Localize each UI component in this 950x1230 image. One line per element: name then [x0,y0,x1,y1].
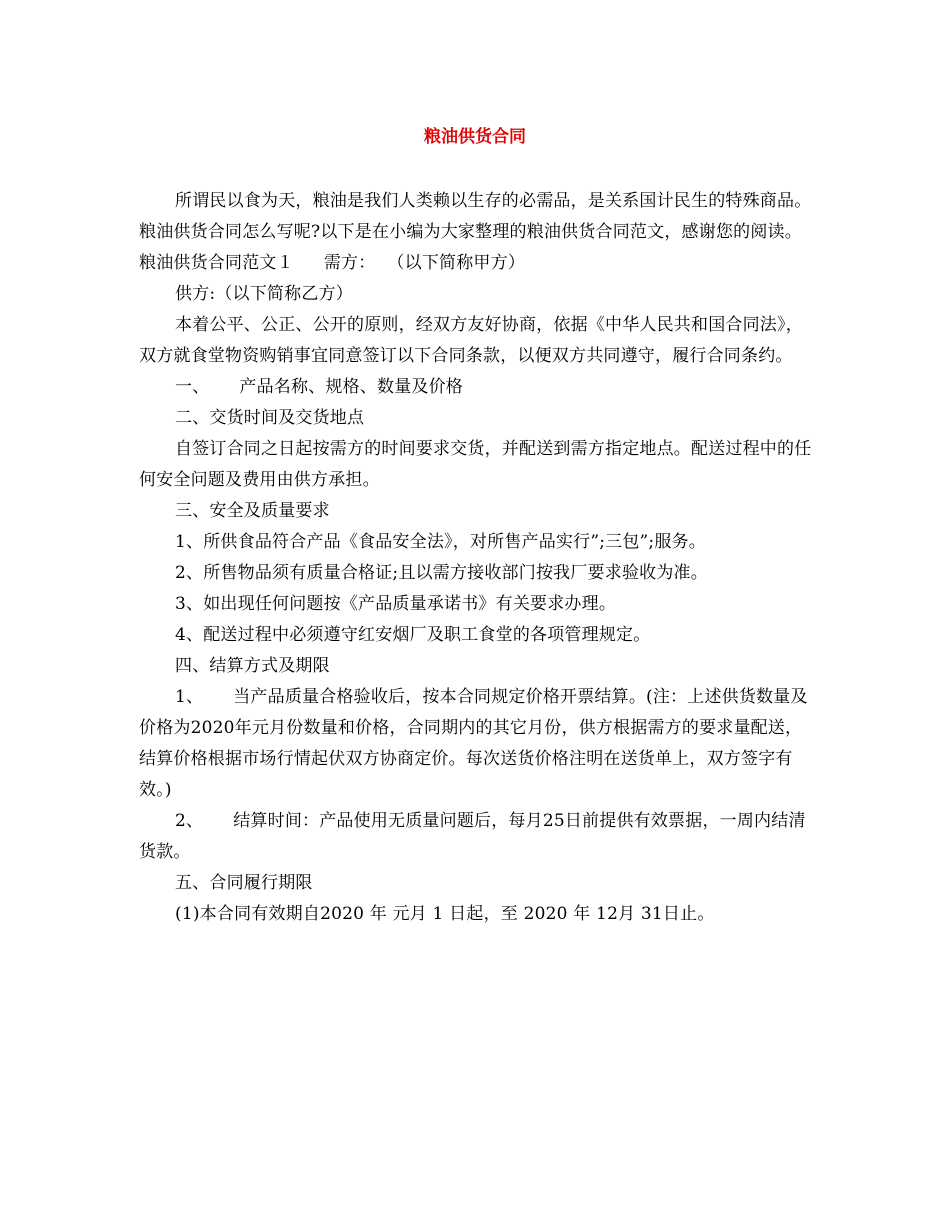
sample-heading-line [139,248,813,279]
buyer-label: 需方： [323,253,376,273]
section-3-item-3: 3、如出现任何问题按《产品质量承诺书》有关要求办理。 [175,594,617,614]
section-5-item-1: (1)本合同有效期自2020 年 元月 1 日起，至 2020 年 12月 31日止。 [175,904,715,924]
seller-line: 供方:（以下简称乙方） [175,284,353,304]
section-1-heading [139,372,813,403]
section-1-title: 产品名称、规格、数量及价格 [239,377,464,397]
intro-paragraph: 所谓民以食为天，粮油是我们人类赖以生存的必需品，是关系国计民生的特殊商品。粮油供货合同怎么写呢?以下是在小编为大家整理的粮油供货合同范文，感谢您的阅读。 [139,191,812,242]
section-5-heading: 五、合同履行期限 [175,873,313,893]
section-4-item-1-text: 当产品质量合格验收后，按本合同规定价格开票结算。(注：上述供货数量及价格为2020年元月份数量和价格，合同期内的其它月份，供方根据需方的要求量配送，结算价格根据市场行情起伏双方协商定价。每次送货价格注明在送货单上，双方签字有效。) [139,687,808,800]
document-title: 粮油供货合同 [424,127,526,147]
section-3-item-1: 1、所供食品符合产品《食品安全法》，对所售产品实行”;三包”;服务。 [175,532,706,552]
section-4-item-2 [139,806,813,868]
section-3-item-2: 2、所售物品须有质量合格证;且以需方接收部门按我厂要求验收为准。 [175,563,708,583]
section-4-item-1 [139,682,813,806]
section-2-heading: 二、交货时间及交货地点 [175,408,365,428]
section-4-heading: 四、结算方式及期限 [175,656,330,676]
section-1-number: 一、 [175,377,210,397]
document-body [139,186,813,930]
section-3-item-4: 4、配送过程中必须遵守红安烟厂及职工食堂的各项管理规定。 [175,625,651,645]
buyer-note: （以下简称甲方） [387,253,526,273]
sample-heading: 粮油供货合同范文１ [139,253,294,273]
section-2-text: 自签订合同之日起按需方的时间要求交货，并配送到需方指定地点。配送过程中的任何安全问题及费用由供方承担。 [139,439,812,490]
preamble-paragraph: 本着公平、公正、公开的原则，经双方友好协商，依据《中华人民共和国合同法》，双方就食堂物资购销事宜同意签订以下合同条款，以便双方共同遵守，履行合同条约。 [139,315,803,366]
section-3-heading: 三、安全及质量要求 [175,501,330,521]
section-4-item-2-number: 2、 [175,811,204,831]
section-4-item-2-text: 结算时间：产品使用无质量问题后，每月25日前提供有效票据，一周内结清货款。 [139,811,806,862]
section-4-item-1-number: 1、 [175,687,204,707]
